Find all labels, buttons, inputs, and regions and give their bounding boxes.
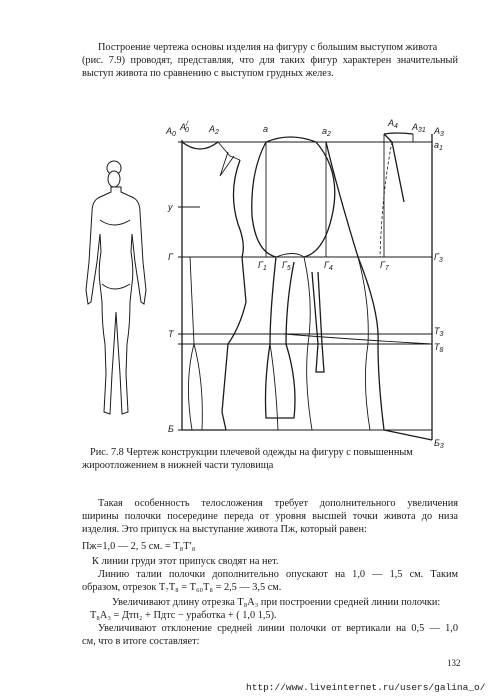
female-silhouette [86,161,146,414]
body-line-k: К линии груди этот припуск сводят на нет. [92,556,279,567]
svg-text:A3: $A_3$ [434,126,444,138]
svg-text:Г3: $Г_3$ [434,252,443,264]
figure-caption-line-2: жироотложением в нижней части туловища [82,460,274,471]
construction-drawing-figure [80,112,455,452]
svg-text:a2: $a_2$ [322,126,331,138]
svg-text:A4: $A_4$ [388,118,398,130]
svg-text:у: у [168,202,173,212]
page-number: 132 [447,658,461,668]
svg-text:A2: $A_2$ [209,124,219,136]
svg-text:Б: Б [168,424,174,434]
body-p2-line-1: Линию талии полочки дополнительно опускают на 1,0 — 1,5 см. Таким [98,569,458,580]
body-p3-line-1: Увеличивают длину отрезка Т₈А₃ при построении средней линии полочки: [112,597,441,608]
svg-text:A/0: A/ 0 [180,121,189,134]
body-p2-line-2: образом, отрезок Т₇Т₈ = Т₆₀Т₈ = 2,5 — 3,5 см. [82,582,282,593]
watermark-url: http://www.liveinternet.ru/users/galina_o/ [246,682,486,693]
svg-text:Г7: $Г_7$ [380,260,389,272]
body-p1-line-1: Такая особенность телосложения требует дополнительного увеличения [98,498,458,509]
svg-text:A31: $A_{31}$ [412,122,426,134]
svg-text:a1: $a_1$ [434,140,443,152]
front-piece [284,133,432,440]
intro-line-2: (рис. 7.9) проводят, представляя, что для таких фигур характерен значительный [82,55,458,66]
intro-line-1: Построение чертежа основы изделия на фигуру с большим выступом живота [98,42,438,53]
formula-1: Пж=1,0 — 2, 5 см. = Т₈Т′₈ [82,541,196,552]
svg-text:Г4: $Г_4$ [324,260,333,272]
drawing-labels [165,118,444,450]
formula-2: Т₈А₃ = Дтп₂ + Пдтс − уработка + ( 1,0 1,5). [90,610,277,621]
intro-line-3: выступ живота по сравнению с выступом грудных желез. [82,68,334,79]
back-piece [182,142,246,430]
body-p1-line-2: ширины полочки посередине переда от уровня высшей точки живота до низа [82,511,458,522]
svg-text:Г1: $Г_1$ [258,260,267,272]
svg-text:Г: Г [168,252,173,262]
svg-text:Г5: $Г_5$ [282,260,291,272]
svg-text:a: a [263,124,269,134]
svg-text:Т3: $Т_3$ [434,326,444,338]
body-p1-line-3: изделия. Это припуск на выступание живота Пж, который равен: [82,524,367,535]
svg-text:Т: Т [168,329,174,339]
sleeve-armhole-area [252,137,335,430]
svg-text:A0: $A_0$ [166,126,176,138]
svg-text:Т8: $Т_8$ [434,342,444,354]
svg-text:Б3: $Б_3$ [434,438,444,450]
body-p4-line-1: Увеличивают отклонение средней линии полочки от вертикали на 0,5 — 1,0 [98,623,458,634]
body-p4-line-2: см, что в итоге составляет: [82,636,200,647]
drawing-grid [178,134,432,440]
figure-caption-line-1: Рис. 7.8 Чертеж конструкции плечевой одежды на фигуру с повышенным [90,447,413,458]
